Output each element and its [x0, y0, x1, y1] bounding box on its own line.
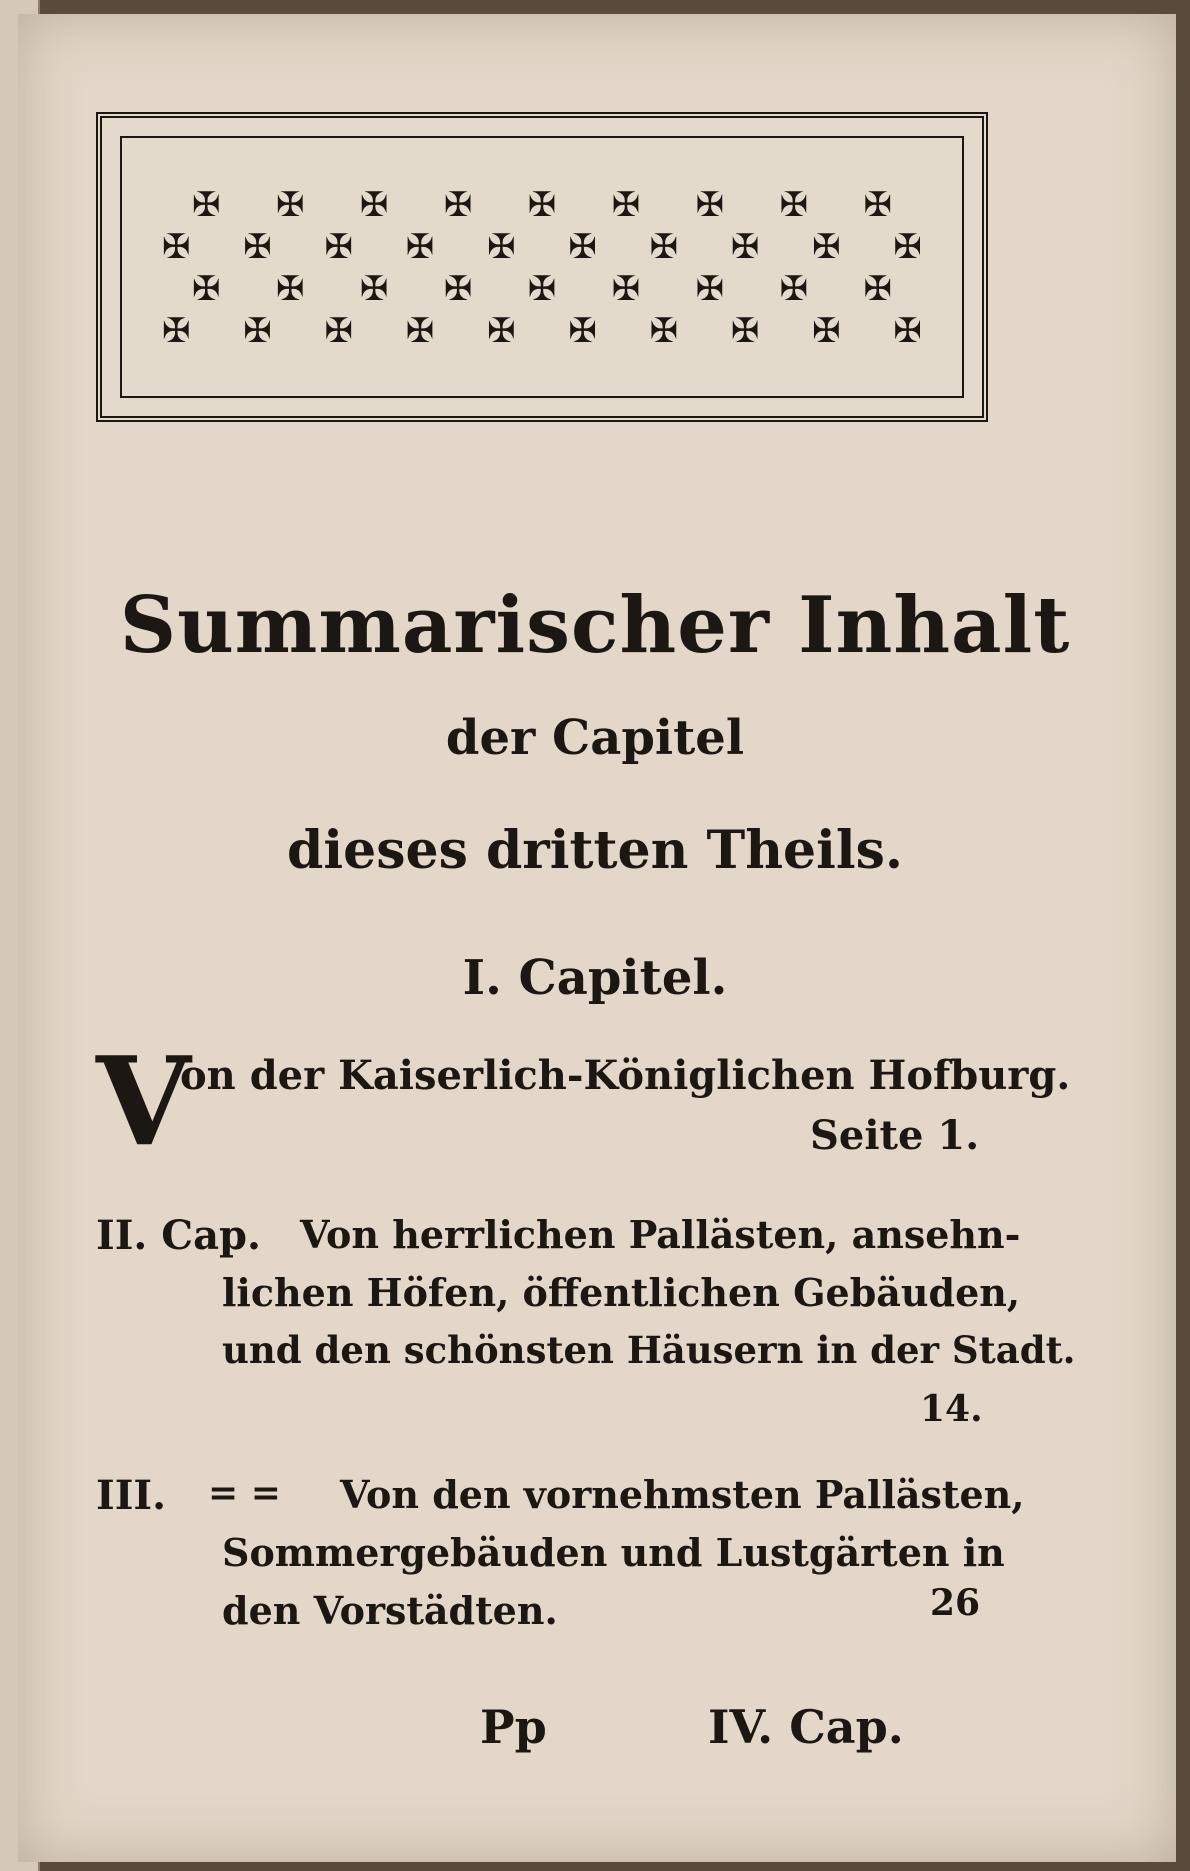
chapter-2-label: II. Cap. [96, 1212, 261, 1259]
ornament-star-icon: ✠ [863, 269, 892, 309]
ornament-star-icon: ✠ [611, 269, 641, 309]
ornament-star-icon: ✠ [324, 227, 354, 267]
chapter-3-page: 26 [930, 1582, 981, 1624]
ornament-star-icon: ✠ [243, 227, 272, 267]
signature-mark: Pp [480, 1700, 547, 1754]
ornament-star-row [192, 269, 892, 309]
ornament-star-icon: ✠ [893, 227, 922, 267]
ornament-star-icon: ✠ [730, 311, 760, 351]
ornament-star-icon: ✠ [812, 227, 841, 267]
ornament-star-icon: ✠ [275, 185, 305, 225]
ornament-star-row [162, 227, 922, 267]
ornament-star-icon: ✠ [779, 185, 809, 225]
ornament-star-icon: ✠ [568, 227, 597, 267]
chapter-1-heading: I. Capitel. [462, 950, 728, 1006]
ornament-star-icon: ✠ [405, 227, 435, 267]
page-subtitle-1: der Capitel [445, 710, 745, 766]
ornament-star-icon: ✠ [893, 311, 922, 351]
ornament-star-icon: ✠ [527, 269, 557, 309]
catchword: IV. Cap. [708, 1700, 904, 1754]
ornament-star-row [192, 185, 892, 225]
chapter-1-page: Seite 1. [810, 1112, 980, 1159]
ornament-star-icon: ✠ [487, 227, 516, 267]
ornament-inner-border [120, 136, 964, 398]
chapter-2-line-2: lichen Höfen, öffentlichen Gebäuden, [222, 1270, 1021, 1315]
chapter-2-page: 14. [920, 1388, 983, 1430]
ornament-star-icon: ✠ [359, 185, 389, 225]
ornament-star-icon: ✠ [611, 185, 641, 225]
ornament-star-icon: ✠ [779, 269, 809, 309]
ornament-star-icon: ✠ [359, 269, 389, 309]
chapter-3-line-2: Sommergebäuden und Lustgärten in [222, 1530, 1005, 1575]
ornament-star-icon: ✠ [324, 311, 354, 351]
page-subtitle-2: dieses dritten Theils. [287, 820, 903, 881]
ornament-star-icon: ✠ [192, 185, 221, 225]
ornament-star-icon: ✠ [649, 311, 679, 351]
ornament-star-icon: ✠ [568, 311, 597, 351]
ornament-star-icon: ✠ [487, 311, 516, 351]
drop-cap: V [96, 1029, 191, 1173]
ornament-star-icon: ✠ [695, 185, 725, 225]
ditto-marks: = = [208, 1472, 281, 1514]
ornament-star-icon: ✠ [162, 311, 191, 351]
decorative-ornament-frame [96, 112, 988, 422]
chapter-3-line-3: den Vorstädten. [222, 1588, 558, 1633]
chapter-2-line-3: und den schönsten Häusern in der Stadt. [222, 1328, 1076, 1372]
chapter-3-line-1: Von den vornehmsten Pallästen, [340, 1472, 1025, 1517]
ornament-star-row [162, 311, 922, 351]
ornament-star-icon: ✠ [863, 185, 892, 225]
ornament-star-icon: ✠ [730, 227, 760, 267]
ornament-star-icon: ✠ [443, 269, 473, 309]
ornament-star-icon: ✠ [162, 227, 191, 267]
ornament-star-icon: ✠ [243, 311, 272, 351]
chapter-1-title: on der Kaiserlich-Königlichen Hofburg. [180, 1052, 1071, 1099]
chapter-3-label: III. [96, 1472, 167, 1519]
page-title: Summarischer Inhalt [119, 580, 1071, 671]
ornament-star-icon: ✠ [192, 269, 221, 309]
ornament-star-icon: ✠ [649, 227, 679, 267]
ornament-star-icon: ✠ [443, 185, 473, 225]
ornament-star-icon: ✠ [527, 185, 557, 225]
ornament-star-icon: ✠ [275, 269, 305, 309]
ornament-star-icon: ✠ [405, 311, 435, 351]
ornament-star-icon: ✠ [812, 311, 841, 351]
ornament-star-icon: ✠ [695, 269, 725, 309]
chapter-2-line-1: Von herrlichen Pallästen, ansehn- [300, 1212, 1021, 1257]
